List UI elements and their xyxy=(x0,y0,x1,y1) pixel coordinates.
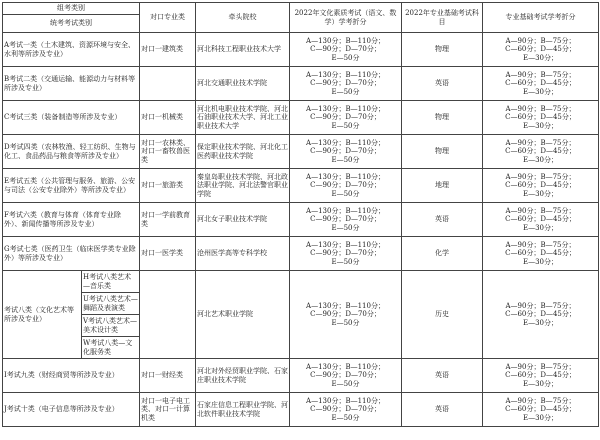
exam-category-cell: J考试十类（电子信息等所涉及专业） xyxy=(3,393,140,427)
exam-category-cell: B考试二类（交通运输、能源动力与材料等所涉及专业） xyxy=(3,67,140,101)
subject-cell: 英语 xyxy=(402,359,483,393)
culture-score-cell: A—130分；B—110分； C—90分；D—70分； E—50分 xyxy=(290,101,402,135)
culture-score-cell: A—130分；B—110分； C—90分；D—70分； E—50分 xyxy=(290,169,402,203)
culture-score-cell: A—130分；B—110分； C—90分；D—70分； E—50分 xyxy=(290,135,402,169)
table-row xyxy=(3,237,599,271)
table-row xyxy=(3,203,599,237)
lead-school-cell: 河北女子职业技术学院 xyxy=(196,203,290,237)
culture-score-cell: A—130分；B—110分； C—90分；D—70分； E—50分 xyxy=(290,359,402,393)
lead-school-cell: 河北艺术职业学院 xyxy=(196,271,290,359)
major-cell: 对口一医学类 xyxy=(140,237,196,271)
header-major-type: 对口专业类 xyxy=(140,3,196,33)
table-row xyxy=(3,393,599,427)
subject-cell: 物理 xyxy=(402,101,483,135)
major-cell: 对口一旅游类 xyxy=(140,169,196,203)
base-score-cell: A—90分；B—75分； C—60分；D—45分； E—30分； xyxy=(483,67,599,101)
header-base-subject: 2022年专业基础考试科目 xyxy=(402,3,483,33)
exam-category-cell: F考试六类（教育与体育（体育专业除外）、新闻传播等所涉及专业） xyxy=(3,203,140,237)
base-score-cell: A—90分；B—75分； C—60分；D—45分； E—30分； xyxy=(483,135,599,169)
major-cell xyxy=(140,67,196,101)
major-cell: 对口一电子电工类、对口一计算机类 xyxy=(140,393,196,427)
art-subcategory-cell: H考试八类艺术—音乐类 xyxy=(82,271,140,293)
lead-school-cell: 秦皇岛职业技术学院、河北政法职业学院、河北法警官职业学院 xyxy=(196,169,290,203)
table-row xyxy=(3,101,599,135)
lead-school-cell: 河北机电职业技术学院、河北石油职业技术大学、河北工业职业技术大学 xyxy=(196,101,290,135)
base-score-cell: A—90分；B—75分； C—60分；D—45分； E—30分； xyxy=(483,393,599,427)
culture-score-cell: A—130分；B—110分； C—90分；D—70分； E—50分 xyxy=(290,271,402,359)
table-row xyxy=(3,67,599,101)
subject-cell: 地理 xyxy=(402,169,483,203)
header-group-label: 组考类别 xyxy=(3,3,139,15)
subject-cell: 英语 xyxy=(402,393,483,427)
subject-cell: 化学 xyxy=(402,237,483,271)
lead-school-cell: 河北交通职业技术学院 xyxy=(196,67,290,101)
table-row xyxy=(3,135,599,169)
exam-category-cell: I考试九类（财经商贸等所涉及专业） xyxy=(3,359,140,393)
culture-score-cell: A—130分；B—110分； C—90分；D—70分； E—50分 xyxy=(290,203,402,237)
culture-score-cell: A—130分；B—110分； C—90分；D—70分； E—50分 xyxy=(290,33,402,67)
subject-cell: 历史 xyxy=(402,271,483,359)
header-group-category-cell xyxy=(3,3,140,33)
header-lead-school: 牵头院校 xyxy=(196,3,290,33)
exam-category-cell: A考试一类（土木建筑、资源环境与安全、水利等所涉及专业） xyxy=(3,33,140,67)
major-cell xyxy=(140,271,196,359)
major-cell: 对口一农林类、对口一畜牧兽医类 xyxy=(140,135,196,169)
exam-category-cell: G考试七类（医药卫生（临床医学类专业除外）等所涉及专业） xyxy=(3,237,140,271)
subject-cell: 物理 xyxy=(402,33,483,67)
major-cell: 对口一建筑类 xyxy=(140,33,196,67)
culture-score-cell: A—130分；B—110分； C—90分；D—70分； E—50分 xyxy=(290,237,402,271)
table-row xyxy=(3,359,599,393)
header-culture-score: 2022年文化素质考试（语文、数学）学考折分 xyxy=(290,3,402,33)
base-score-cell: A—90分；B—75分； C—60分；D—45分； E—30分； xyxy=(483,359,599,393)
lead-school-cell: 石家庄信息工程职业学院、河北软件职业技术学院 xyxy=(196,393,290,427)
subject-cell: 物理 xyxy=(402,135,483,169)
base-score-cell: A—90分；B—75分； C—60分；D—45分； E—30分； xyxy=(483,101,599,135)
header-exam-category-label: 统考考试类别 xyxy=(50,19,92,27)
lead-school-cell: 河北科技工程职业技术大学 xyxy=(196,33,290,67)
base-score-cell: A—90分；B—75分； C—60分；D—45分； E—30分； xyxy=(483,169,599,203)
table-row xyxy=(3,33,599,67)
table-row-art xyxy=(3,271,599,293)
base-score-cell: A—90分；B—75分； C—60分；D—45分； E—30分； xyxy=(483,271,599,359)
base-score-cell: A—90分；B—75分； C—60分；D—45分； E—30分； xyxy=(483,203,599,237)
culture-score-cell: A—130分；B—110分； C—90分；D—70分； E—50分 xyxy=(290,393,402,427)
subject-cell: 英语 xyxy=(402,67,483,101)
table-row xyxy=(3,169,599,203)
lead-school-cell: 沧州医学高等专科学校 xyxy=(196,237,290,271)
admission-table xyxy=(2,2,599,427)
art-subcategory-cell: U考试八类艺术—舞蹈及表演类 xyxy=(82,293,140,315)
major-cell: 对口一机械类 xyxy=(140,101,196,135)
lead-school-cell: 保定职业技术学院、河北化工医药职业技术学院 xyxy=(196,135,290,169)
lead-school-cell: 河北对外经贸职业学院、石家庄职业技术学院 xyxy=(196,359,290,393)
exam-category-cell: E考试五类（公共管理与服务、旅游、公安与司法（公安专业除外）等所涉及专业） xyxy=(3,169,140,203)
base-score-cell: A—90分；B—75分； C—60分；D—45分； E—30分； xyxy=(483,33,599,67)
exam-category-cell: C考试三类（装备制造等所涉及专业） xyxy=(3,101,140,135)
subject-cell: 英语 xyxy=(402,203,483,237)
exam-category-cell: 考试八类（文化艺术等所涉及专业） xyxy=(3,271,82,359)
base-score-cell: A—90分；B—75分； C—60分；D—45分； E—30分； xyxy=(483,237,599,271)
art-subcategory-cell: W考试八类—文化服务类 xyxy=(82,337,140,359)
art-subcategory-cell: V考试八类艺术—美术设计类 xyxy=(82,315,140,337)
header-base-score: 专业基础考试学考折分 xyxy=(483,3,599,33)
major-cell: 对口一财经类 xyxy=(140,359,196,393)
major-cell: 对口一学前教育类 xyxy=(140,203,196,237)
culture-score-cell: A—130分；B—110分； C—90分；D—70分； E—50分 xyxy=(290,67,402,101)
exam-category-cell: D考试四类（农林牧渔、轻工纺织、生物与化工、食品药品与粮食等所涉及专业） xyxy=(3,135,140,169)
